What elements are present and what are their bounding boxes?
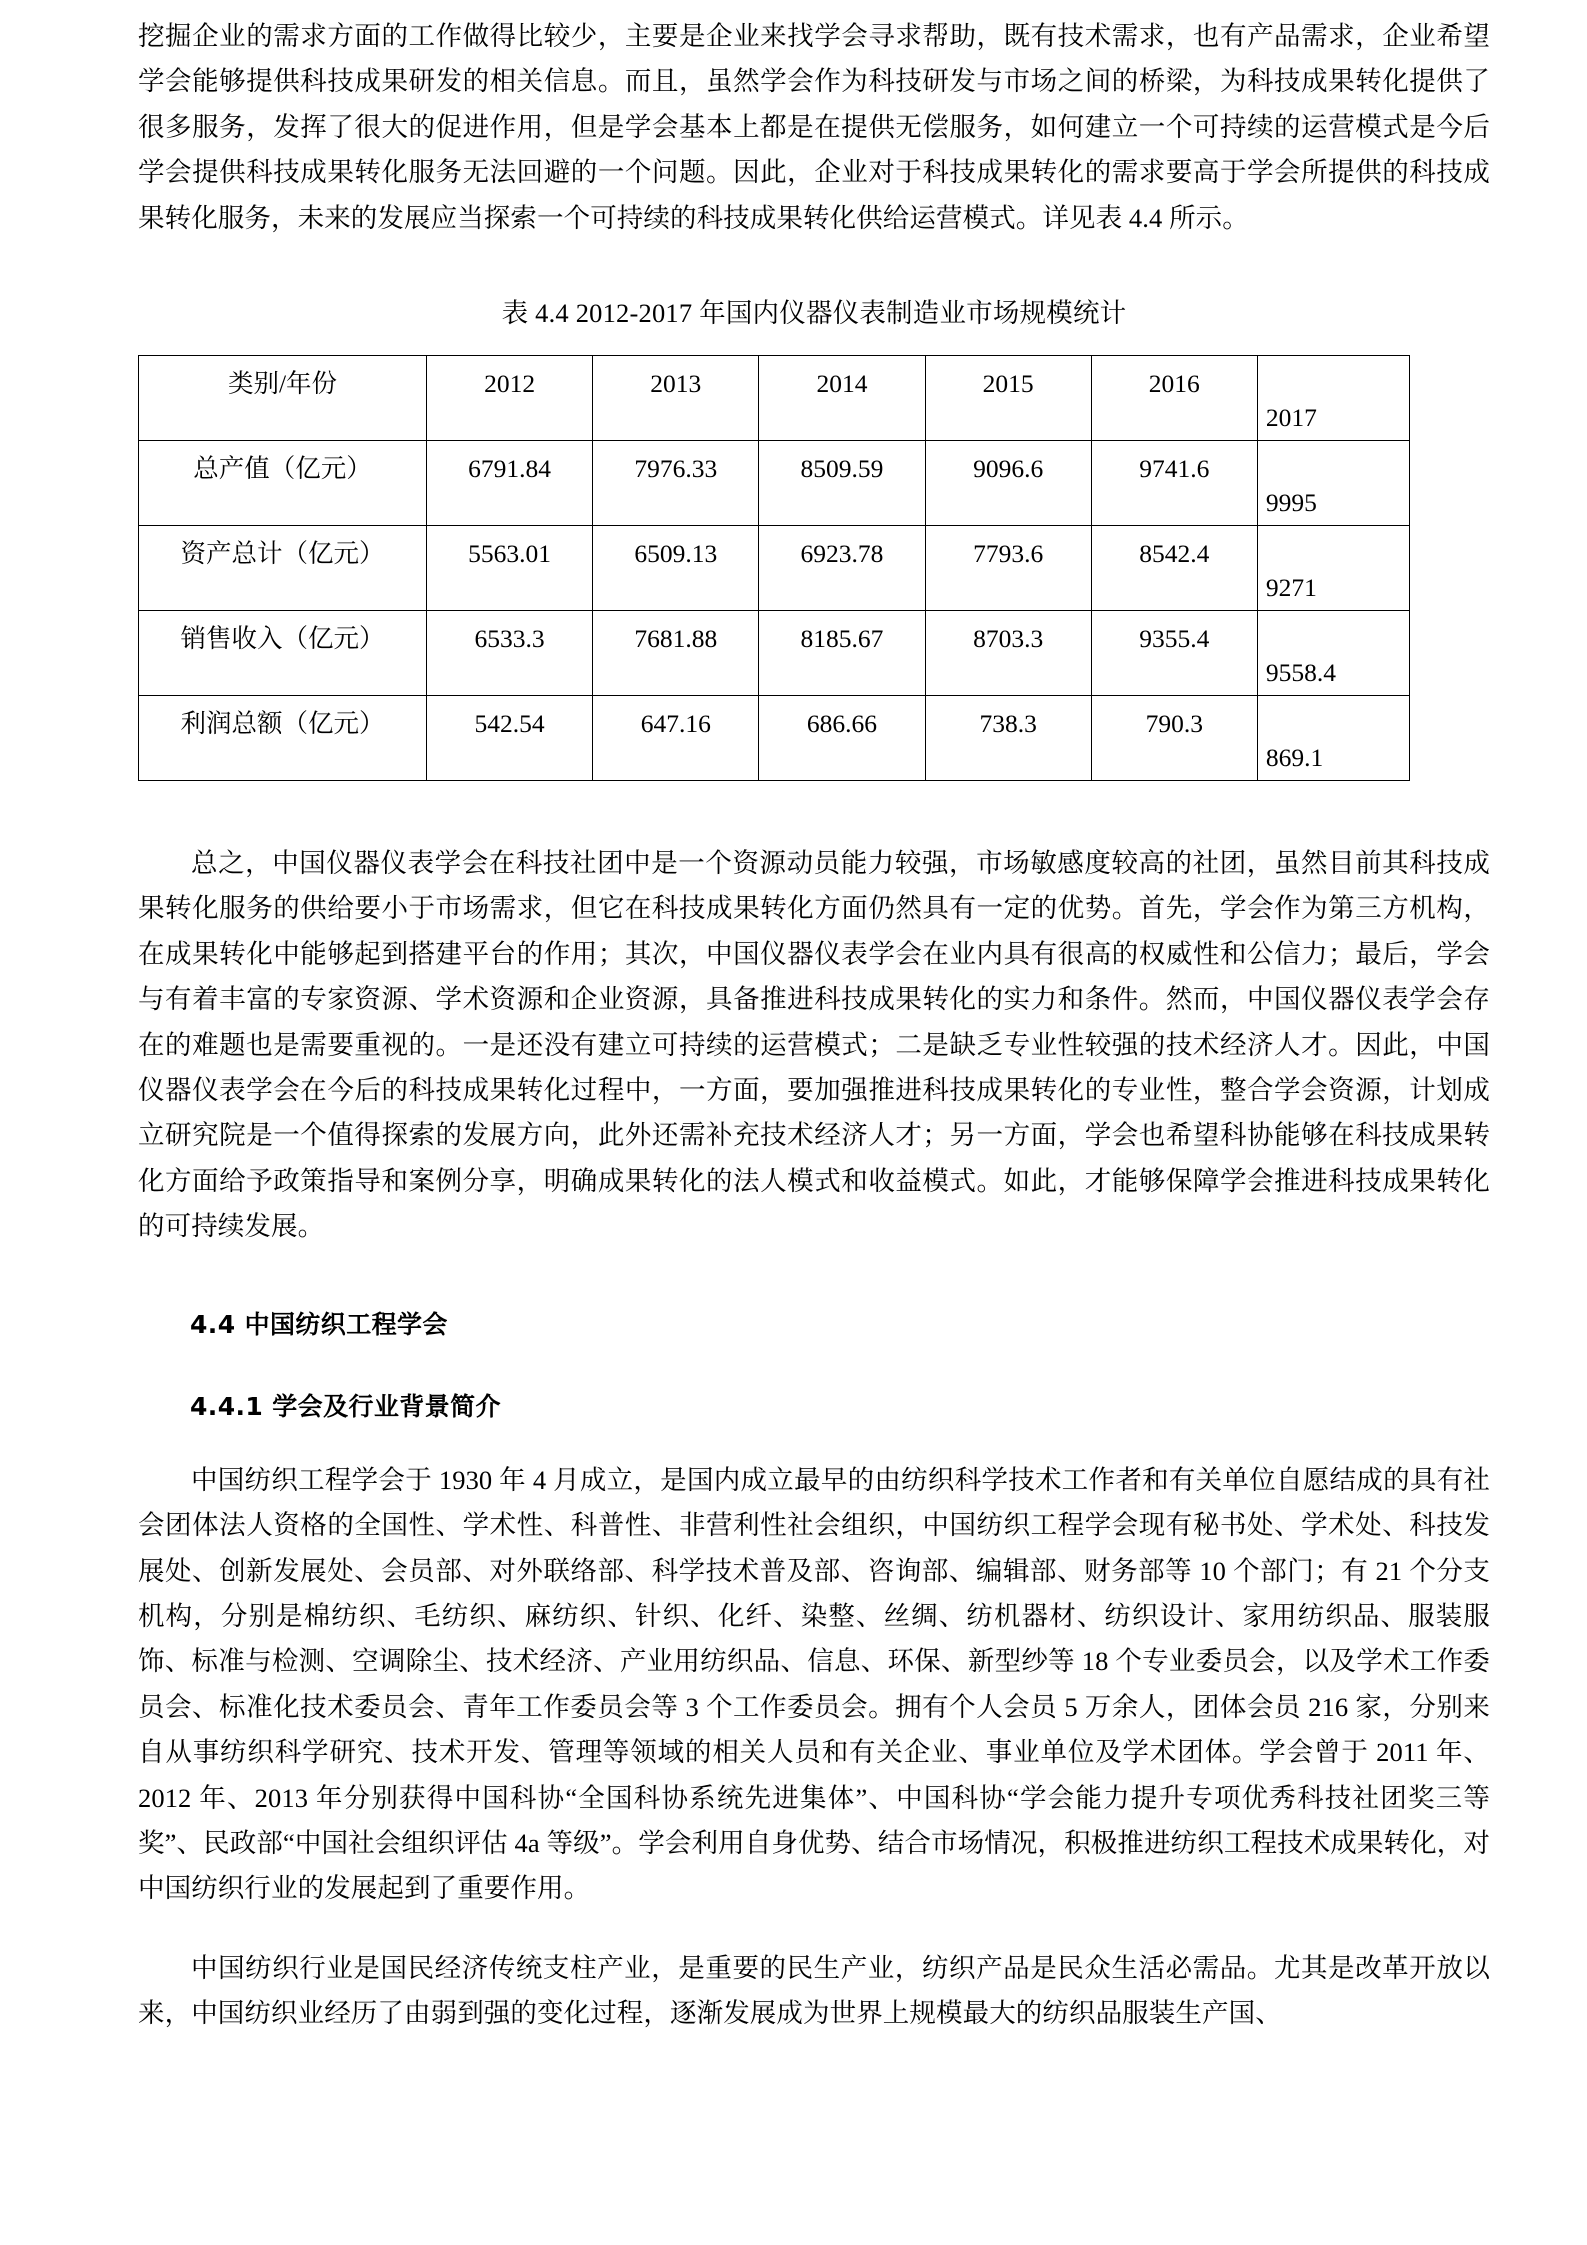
spacer bbox=[138, 1912, 1490, 1946]
paragraph-summary: 总之，中国仪器仪表学会在科技社团中是一个资源动员能力较强，市场敏感度较高的社团，虽然目前其科技成果转化服务的供给要小于市场需求，但它在科技成果转化方面仍然具有一定的优势。首先，学会作为第三方机构，在成果转化中能够起到搭建平台的作用；其次，中国仪器仪表学会在业内具有很高的权威性和公信力；最后，学会与有着丰富的专家资源、学术资源和企业资源，具备推进科技成果转化的实力和条件。然而，中国仪器仪表学会存在的难题也是需要重视的。一是还没有建立可持续的运营模式；二是缺乏专业性较强的技术经济人才。因此，中国仪器仪表学会在今后的科技成果转化过程中，一方面，要加强推进科技成果转化的专业性，整合学会资源，计划成立研究院是一个值得探索的发展方向，此外还需补充技术经济人才；另一方面，学会也希望科协能够在科技成果转化方面给予政策指导和案例分享，明确成果转化的法人模式和收益模式。如此，才能够保障学会推进科技成果转化的可持续发展。 bbox=[138, 848, 1490, 1242]
table-cell-value bbox=[1257, 696, 1409, 781]
table-cell-text: 686.66 bbox=[806, 709, 878, 739]
table-cell-value bbox=[427, 611, 593, 696]
table-cell-text: 647.16 bbox=[640, 709, 711, 739]
table-row bbox=[139, 441, 1410, 526]
table-cell-value bbox=[759, 526, 925, 611]
table-row bbox=[139, 526, 1410, 611]
table-cell-text: 6923.78 bbox=[800, 539, 884, 569]
table-cell-value bbox=[925, 526, 1091, 611]
table-cell-row-label bbox=[139, 696, 427, 781]
table-cell-value bbox=[593, 526, 759, 611]
table-cell-text: 9995 bbox=[1265, 488, 1317, 518]
table-header-cell-2014 bbox=[759, 356, 925, 441]
table-cell-text: 7681.88 bbox=[634, 624, 718, 654]
table-header-label-2013: 2013 bbox=[650, 369, 702, 399]
table-cell-value bbox=[427, 526, 593, 611]
table-cell-text: 9741.6 bbox=[1139, 454, 1210, 484]
table-header-label-2015: 2015 bbox=[982, 369, 1034, 399]
table-cell-value bbox=[1257, 611, 1409, 696]
table-header-cell-2012 bbox=[427, 356, 593, 441]
table-cell-value bbox=[759, 441, 925, 526]
table-cell-value bbox=[1091, 526, 1257, 611]
table-cell-text: 9558.4 bbox=[1265, 658, 1337, 688]
section-heading: 4.4 中国纺织工程学会 bbox=[190, 1309, 448, 1339]
table-cell-text: 6509.13 bbox=[634, 539, 718, 569]
table-row-label: 资产总计（亿元） bbox=[180, 539, 385, 569]
table-header-row bbox=[139, 356, 1410, 441]
table-cell-text: 8509.59 bbox=[800, 454, 884, 484]
table-cell-text: 7793.6 bbox=[973, 539, 1044, 569]
table-row bbox=[139, 611, 1410, 696]
table-row-label: 销售收入（亿元） bbox=[180, 624, 385, 654]
table-cell-value bbox=[1091, 611, 1257, 696]
table-cell-value bbox=[1257, 441, 1409, 526]
table-header-cell-category bbox=[139, 356, 427, 441]
table-row-label: 利润总额（亿元） bbox=[180, 709, 385, 739]
subsection-heading: 4.4.1 学会及行业背景简介 bbox=[190, 1391, 501, 1421]
table-cell-value bbox=[593, 696, 759, 781]
market-scale-table bbox=[138, 355, 1410, 781]
table-cell-text: 869.1 bbox=[1265, 743, 1324, 773]
table-header-label-2016: 2016 bbox=[1148, 369, 1200, 399]
table-cell-text: 6533.3 bbox=[474, 624, 545, 654]
paragraph-continuation: 挖掘企业的需求方面的工作做得比较少，主要是企业来找学会寻求帮助，既有技术需求，也有产品需求，企业希望学会能够提供科技成果研发的相关信息。而且，虽然学会作为科技研发与市场之间的桥梁，为科技成果转化提供了很多服务，发挥了很大的促进作用，但是学会基本上都是在提供无偿服务，如何建立一个可持续的运营模式是今后学会提供科技成果转化服务无法回避的一个问题。因此，企业对于科技成果转化的需求要高于学会所提供的科技成果转化服务，未来的发展应当探索一个可持续的科技成果转化供给运营模式。详见表 4.4 所示。 bbox=[138, 21, 1490, 233]
table-cell-value bbox=[759, 696, 925, 781]
table-cell-value bbox=[759, 611, 925, 696]
table-cell-text: 9271 bbox=[1265, 573, 1317, 603]
table-cell-text: 8542.4 bbox=[1139, 539, 1210, 569]
table-row-label: 总产值（亿元） bbox=[193, 454, 372, 484]
market-scale-table-wrap bbox=[138, 355, 1410, 781]
table-header-label-2014: 2014 bbox=[816, 369, 868, 399]
table-cell-value bbox=[925, 696, 1091, 781]
paragraph-industry-background: 中国纺织行业是国民经济传统支柱产业，是重要的民生产业，纺织产品是民众生活必需品。尤其是改革开放以来，中国纺织业经历了由弱到强的变化过程，逐渐发展成为世界上规模最大的纺织品服装生产国、 bbox=[138, 1952, 1490, 2029]
table-cell-value bbox=[427, 696, 593, 781]
table-cell-value bbox=[1091, 696, 1257, 781]
paragraph-society-background: 中国纺织工程学会于 1930 年 4 月成立，是国内成立最早的由纺织科学技术工作者和有关单位自愿结成的具有社会团体法人资格的全国性、学术性、科普性、非营利性社会组织，中国纺织工程学会现有秘书处、学术处、科技发展处、创新发展处、会员部、对外联络部、科学技术普及部、咨询部、编辑部、财务部等 10 个部门；有 21 个分支机构，分别是棉纺织、毛纺织、麻纺织、针织、化纤、染整、丝绸、纺机器材、纺织设计、家用纺织品、服装服饰、标准与检测、空调除尘、技术经济、产业用纺织品、信息、环保、新型纱等 18 个专业委员会，以及学术工作委员会、标准化技术委员会、青年工作委员会等 3 个工作委员会。拥有个人会员 5 万余人，团体会员 216 家，分别来自从事纺织科学研究、技术开发、管理等领域的相关人员和有关企业、事业单位及学术团体。学会曾于 2011 年、2012 年、2013 年分别获得中国科协“全国科协系统先进集体”、中国科协“学会能力提升专项优秀科技社团奖三等奖”、民政部“中国社会组织评估 4a 等级”。学会利用自身优势、结合市场情况，积极推进纺织工程技术成果转化，对中国纺织行业的发展起到了重要作用。 bbox=[138, 1464, 1490, 1904]
table-cell-value bbox=[593, 441, 759, 526]
table-header-cell-2015 bbox=[925, 356, 1091, 441]
table-cell-row-label bbox=[139, 611, 427, 696]
table-cell-text: 542.54 bbox=[474, 709, 545, 739]
table-cell-text: 9096.6 bbox=[973, 454, 1044, 484]
table-header-label-category: 类别/年份 bbox=[227, 369, 338, 399]
table-cell-text: 6791.84 bbox=[468, 454, 552, 484]
table-cell-text: 8185.67 bbox=[800, 624, 884, 654]
table-cell-value bbox=[925, 441, 1091, 526]
table-cell-text: 9355.4 bbox=[1139, 624, 1210, 654]
table-row bbox=[139, 696, 1410, 781]
table-cell-row-label bbox=[139, 526, 427, 611]
table-cell-row-label bbox=[139, 441, 427, 526]
table-cell-text: 790.3 bbox=[1145, 709, 1203, 739]
table-cell-value bbox=[1257, 526, 1409, 611]
table-header-cell-2013 bbox=[593, 356, 759, 441]
table-header-label-2017: 2017 bbox=[1265, 403, 1317, 433]
spacer bbox=[138, 1424, 1490, 1458]
table-cell-value bbox=[1091, 441, 1257, 526]
spacer bbox=[138, 781, 1490, 841]
table-cell-text: 738.3 bbox=[979, 709, 1037, 739]
table-caption: 表 4.4 2012-2017 年国内仪器仪表制造业市场规模统计 bbox=[501, 298, 1127, 329]
table-header-cell-2016 bbox=[1091, 356, 1257, 441]
table-header-cell-2017 bbox=[1257, 356, 1409, 441]
table-cell-value bbox=[427, 441, 593, 526]
table-header-label-2012: 2012 bbox=[484, 369, 536, 399]
table-cell-text: 5563.01 bbox=[468, 539, 552, 569]
table-cell-value bbox=[925, 611, 1091, 696]
table-cell-text: 7976.33 bbox=[634, 454, 718, 484]
table-cell-value bbox=[593, 611, 759, 696]
table-cell-text: 8703.3 bbox=[973, 624, 1044, 654]
